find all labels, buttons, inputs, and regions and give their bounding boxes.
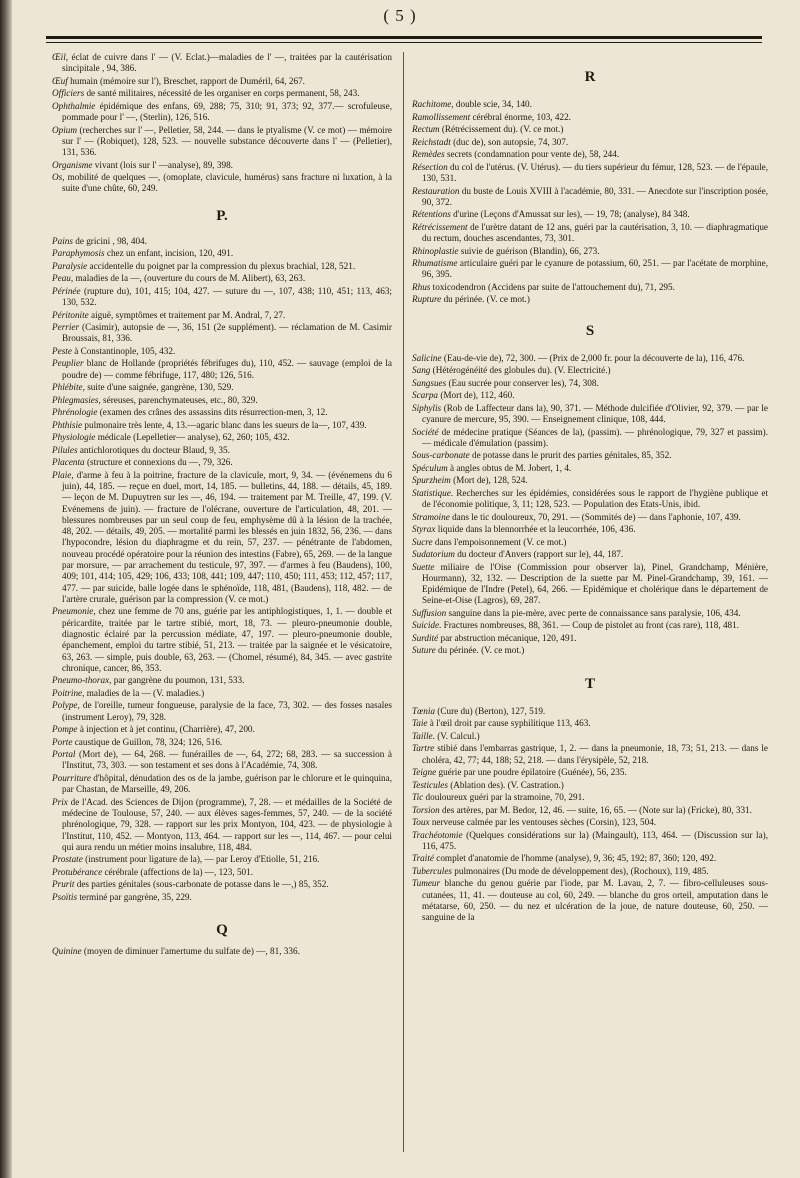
index-entry xyxy=(52,52,392,75)
entry-text: du col de l'utérus. (V. Utérus). — du tiers supérieur du fémur, 128, 523. — de l'épaule, 130, 531. xyxy=(422,161,768,184)
index-entry xyxy=(52,286,392,309)
entry-headword: Toux xyxy=(412,817,430,828)
entry-text: (Quelques considérations sur la) (Maingault), 113, 464. — (Discussion sur la), 116, 475. xyxy=(422,829,768,851)
entry-headword: Sangsues xyxy=(412,377,447,388)
entry-text: vivant (lois sur l' —analyse), 89, 398. xyxy=(92,159,233,170)
entry-headword: Reichstadt xyxy=(412,136,451,147)
entry-headword: Torsion xyxy=(412,804,440,815)
index-entry xyxy=(52,76,392,87)
entry-headword: Rétentions xyxy=(412,209,451,220)
entry-headword: Pains xyxy=(52,235,73,246)
section-t xyxy=(412,706,768,924)
index-entry xyxy=(412,718,768,729)
entry-text: cérébrale (affections de la) —, 123, 501. xyxy=(102,866,254,877)
index-entry xyxy=(52,445,392,456)
entry-text: des artères, par M. Bedor, 12, 46. — suite, 16, 65. — (Note sur la) (Fricke), 80, 331. xyxy=(439,804,752,815)
entry-headword: Œuf xyxy=(52,75,68,86)
entry-text: par abstruction mécanique, 120, 491. xyxy=(438,632,577,643)
entry-headword: Périnée xyxy=(52,285,81,296)
entry-headword: Spurzheim xyxy=(412,475,451,486)
index-entry xyxy=(52,700,392,723)
entry-text: du docteur d'Anvers (rapport sur le), 44, 187. xyxy=(454,549,624,560)
entry-headword: Officiers xyxy=(52,88,85,99)
entry-headword: Peau xyxy=(52,273,71,284)
entry-text: (Mort de), 128, 524. xyxy=(450,475,528,486)
entry-text: dans l'empoisonnement (V. ce mot.) xyxy=(432,536,567,547)
section-heading-p: P. xyxy=(216,207,228,224)
index-entry xyxy=(412,878,768,923)
entry-text: de santé militaires, nécessité de les organiser en corps permanent, 58, 243. xyxy=(84,88,360,99)
entry-headword: Remèdes xyxy=(412,149,445,160)
entry-text: nerveuse calmée par les ventouses sèches (Corsin), 123, 504. xyxy=(429,817,657,828)
index-entry xyxy=(52,248,392,259)
index-entry xyxy=(412,792,768,803)
entry-text: de l'urètre datant de 12 ans, guéri par la cautérisation, 3, 10. — diaphragmatique du rectum, douches ascendantes, 73, 301. xyxy=(422,221,768,244)
index-entry xyxy=(412,853,768,864)
index-entry xyxy=(52,101,392,124)
right-column xyxy=(412,52,768,925)
index-entry xyxy=(52,892,392,903)
index-entry xyxy=(412,427,768,450)
entry-text: dans le tic douloureux, 70, 291. — (Sommités de) — dans l'aphonie, 107, 439. xyxy=(449,511,741,522)
entry-text: pulmonaires (Du mode de développement des), (Rochoux), 119, 485. xyxy=(451,865,709,876)
index-entry xyxy=(412,633,768,644)
entry-text: médicale (Lepelletier— analyse), 62, 260; 105, 432. xyxy=(95,432,290,443)
entry-headword: Organisme xyxy=(52,159,93,170)
index-entry xyxy=(412,390,768,401)
section-heading-q: Q xyxy=(216,922,228,939)
entry-text: à angles obtus de M. Jobert, 1, 4. xyxy=(447,462,572,473)
entry-headword: Société xyxy=(412,426,439,437)
entry-text: secrets (condamnation pour vente de), 58, 244. xyxy=(444,149,620,160)
index-entry xyxy=(52,724,392,735)
entry-text: . (V. Calcul.) xyxy=(432,730,480,741)
entry-text: cérébral énorme, 103, 422. xyxy=(470,111,571,122)
entry-text: articulaire guéri par le cyanure de potassium, 60, 251. — par l'acétate de morphine, 96, 395. xyxy=(422,258,768,280)
entry-text: à Constantinople, 105, 432. xyxy=(71,345,176,356)
index-entry xyxy=(52,88,392,99)
entry-text: miliaire de l'Oise (Commission pour observer la), Pinel, Grandchamp, Ménière, Hourmann), 32, 132. — Description de la suette par M. Pinel-Grandchamp, 39, 161. — Epidémique de l'Indre (Petel), 64, 266. — Epidémique et cholérique dans le département de Seine-et-Oise (Lagros), 69, 287. xyxy=(422,561,768,606)
entry-text: terminé par gangrène, 35, 229. xyxy=(77,891,192,902)
index-entry xyxy=(412,743,768,766)
entry-text: , par gangrène du poumon, 131, 533. xyxy=(109,675,245,686)
entry-text: (examen des crânes des assassins dits résurrection-men, 3, 12. xyxy=(97,407,328,418)
entry-headword: Quinine xyxy=(52,946,82,957)
entry-headword: Salicine xyxy=(412,352,442,363)
entry-headword: Physiologie xyxy=(52,432,96,443)
entry-text: (Eau-de-vie de), 72, 300. — (Prix de 2,000 fr. pour la découverte de la), 116, 476. xyxy=(441,352,745,363)
index-entry xyxy=(52,382,392,393)
index-entry xyxy=(52,879,392,890)
entry-text: , séreuses, parenchymateuses, etc., 80, 329. xyxy=(98,394,258,405)
entry-text: aiguë, symptômes et traitement par M. Andral, 7, 27. xyxy=(88,309,286,320)
index-entry xyxy=(52,236,392,247)
entry-text: de potasse dans le prurit des parties génitales, 85, 352. xyxy=(469,450,672,461)
entry-headword: Sous-carbonate xyxy=(412,450,470,461)
index-entry xyxy=(52,797,392,853)
entry-headword: Péritonite xyxy=(52,309,89,320)
entry-headword: Teigne xyxy=(412,767,437,778)
entry-headword: Surdité xyxy=(412,632,439,643)
entry-headword: Styrax xyxy=(412,524,436,535)
entry-text: pulmonaire très lente, 4, 13.—agaric blanc dans les sueurs de la—, 107, 439. xyxy=(82,419,367,430)
section-heading-t: T xyxy=(584,675,595,692)
entry-text: blanc de Hollande (propriétés fébrifuges du), 110, 452. — sauvage (emploi de la poudre de) — comme fébrifuge, 117, 480; 126, 516. xyxy=(62,358,392,380)
entry-text: , maladies de la —, (ouverture du cours de M. Alibert), 63, 263. xyxy=(70,273,306,284)
index-entry xyxy=(52,867,392,878)
entry-text: de gricini , 98, 404. xyxy=(72,235,147,246)
index-entry xyxy=(52,310,392,321)
entry-text: (Eau sucrée pour conserver les), 74, 308. xyxy=(446,377,599,388)
index-entry xyxy=(412,731,768,742)
entry-text: caustique de Guillon, 78, 324; 126, 516. xyxy=(72,736,223,747)
entry-text: , de l'oreille, tumeur fongueuse, paralysie de la face, 73, 302. — des fosses nasales (instrument Leroy), 79, 328. xyxy=(62,700,392,722)
section-p xyxy=(52,236,392,903)
entry-headword: Œil xyxy=(52,52,66,62)
entry-headword: Tic xyxy=(412,792,424,803)
index-entry xyxy=(412,186,768,209)
entry-text: (duc de), son autopsie, 74, 307. xyxy=(450,136,569,147)
entry-text: (Rob de Laffecteur dans la), 90, 371. — Méthode dulcifiée d'Olivier, 92, 379. — par le cyanure de mercure, 95, 390. — Enseignement clinique, 108, 444. xyxy=(422,402,768,425)
entry-text: (Rétrécissement du). (V. ce mot.) xyxy=(439,124,564,135)
index-entry xyxy=(412,537,768,548)
entry-headword: Suicide xyxy=(412,620,440,631)
entry-text: du périnée. (V. ce mot.) xyxy=(435,645,525,656)
entry-headword: Sang xyxy=(412,365,431,376)
index-entry xyxy=(412,209,768,220)
entry-headword: Prurit xyxy=(52,879,75,890)
index-entry xyxy=(52,854,392,865)
index-entry xyxy=(412,162,768,185)
index-entry xyxy=(412,137,768,148)
entry-headword: Phthisie xyxy=(52,419,83,430)
index-entry xyxy=(412,562,768,607)
index-entry xyxy=(52,125,392,159)
entry-headword: Pneumo-thorax xyxy=(52,675,110,686)
entry-text: , éclat de cuivre dans l' — (V. Eclat.)—maladies de l' —, traitées par la cautérisation sincipitale , 94, 386. xyxy=(62,52,392,74)
index-entry xyxy=(52,675,392,686)
entry-text: , d'arme à feu à la poitrine, fracture de la clavicule, mort, 9, 34. — (événemens du 6 juin), 44, 185. — reçue en duel, mort, 14, 185. — bulletins, 44, 188. — détails, 45, 189. — leçon de M. Dupuytren sur les —, 46, 194. — traitement par M. Treille, 47, 199. (V. Evénemens de juin). — fracture de l'olécrane, ouverture de l'articulation, 48, 201. — blessures nombreuses par un seul coup de feu, emphysème dû à la lésion de la trachée, 48, 202. — détails, 49, 205. — mortalité parmi les blessés en juin 1832, 56, 236. — dans l'hypocondre, lésion du diaphragme et du rein, 57, 237. — pénétrante de l'abdomen, nouveau procédé opératoire pour la réunion des intestins (Fabre), 65, 269. — de la langue par morsure, — par arrachement du testicule, 97, 397. — d'armes à feu (Baudens), 100, 409; 101, 414; 105, 429; 106, 433; 108, 441; 109, 447; 110, 450; 111, 453; 112, 457; 117, 477. — par suicide, balle logée dans le sphénoïde, 118, 481, (Baudens), 118, 482. — de l'artère crurale, guérison par la compression (V. ce mot.) xyxy=(62,469,392,604)
entry-text: chez un enfant, incision, 120, 491. xyxy=(104,248,234,259)
entry-headword: Prostate xyxy=(52,854,83,865)
index-entry xyxy=(52,358,392,381)
index-entry xyxy=(412,463,768,474)
entry-headword: Protubérance xyxy=(52,866,103,877)
entry-headword: Sucre xyxy=(412,536,433,547)
section-r xyxy=(412,99,768,305)
entry-headword: Tœnia xyxy=(412,705,435,716)
entry-headword: Pompe xyxy=(52,724,78,735)
entry-headword: Rupture xyxy=(412,294,442,305)
entry-text: douloureux guéri par la stramoine, 70, 291. xyxy=(423,792,585,803)
index-entry xyxy=(412,645,768,656)
entry-text: (Mort de), — 64, 268. — funérailles de —, 64, 272; 68, 283. — sa succession à l'Institut, 73, 303. — son testament et ses dons à l'Académie, 74, 308. xyxy=(62,749,392,771)
entry-headword: Testicules xyxy=(412,779,448,790)
header-rule-thick xyxy=(46,36,762,39)
entry-text: (recherches sur l' —, Pelletier, 58, 244. — dans le ptyalisme (V. ce mot) — mémoire sur l' — (Robiquet), 128, 523. — nouvelle substance découverte dans l' — (Pelletier), 131, 536. xyxy=(62,124,392,158)
entry-headword: Paralysie xyxy=(52,260,88,271)
entry-text: à l'œil droit par cause syphilitique 113, 463. xyxy=(427,718,591,729)
index-entry xyxy=(412,149,768,160)
entry-headword: Ramollissement xyxy=(412,111,471,122)
entry-headword: Statistique xyxy=(412,487,451,498)
entry-headword: Suffusion xyxy=(412,607,447,618)
index-entry xyxy=(412,767,768,778)
entry-headword: Sudatorium xyxy=(412,549,455,560)
entry-headword: Ophthalmie xyxy=(52,100,96,111)
entry-text: guérie par une poudre épilatoire (Guénée), 56, 235. xyxy=(436,767,627,778)
entry-headword: Siphylis xyxy=(412,402,442,413)
entry-headword: Taille xyxy=(412,730,433,741)
index-entry xyxy=(412,780,768,791)
entry-headword: Trachéotomie xyxy=(412,829,463,840)
entry-headword: Phlébite xyxy=(52,382,83,393)
entry-text: (Mort de), 112, 460. xyxy=(438,390,515,401)
entry-text: (Cure du) (Berton), 127, 519. xyxy=(434,705,546,716)
index-entry xyxy=(52,395,392,406)
entry-headword: Rétrécissement xyxy=(412,221,468,232)
entry-headword: Restauration xyxy=(412,185,460,196)
entry-headword: Phlegmasies xyxy=(52,394,99,405)
entry-text: du périnée. (V. ce mot.) xyxy=(441,294,530,305)
entry-text: toxicodendron (Accidens par suite de l'attouchement du), 71, 295. xyxy=(430,281,675,292)
entry-headword: Placenta xyxy=(52,457,85,468)
entry-text: complet d'anatomie de l'homme (analyse), 9, 36; 45, 192; 87, 360; 120, 492. xyxy=(433,853,717,864)
section-heading-s: S xyxy=(585,322,595,339)
index-entry xyxy=(52,606,392,674)
entry-text: à injection et à jet continu, (Charrière), 47, 200. xyxy=(77,724,255,735)
entry-headword: Psoïtis xyxy=(52,891,78,902)
entry-headword: Spéculum xyxy=(412,462,448,473)
entry-headword: Pourriture xyxy=(52,772,91,783)
index-entry xyxy=(52,420,392,431)
entry-headword: Rachitome xyxy=(412,99,452,110)
entry-headword: Opium xyxy=(52,124,78,135)
index-entry xyxy=(412,830,768,853)
entry-text: , maladies de la — (V. maladies.) xyxy=(82,687,205,698)
entry-headword: Pneumonie xyxy=(52,606,94,617)
entry-headword: Perrier xyxy=(52,322,80,333)
index-entry xyxy=(412,817,768,828)
index-entry xyxy=(52,273,392,284)
entry-text: , double scie, 34, 140. xyxy=(451,99,532,110)
index-entry xyxy=(412,258,768,281)
entry-headword: Peste xyxy=(52,345,72,356)
entry-text: épidémique des enfans, 69, 288; 75, 310; 91, 373; 92, 377.— scrofuleuse, pommade pour l' —, (Sterlin), 126, 516. xyxy=(62,100,392,123)
index-entry xyxy=(412,246,768,257)
index-entry xyxy=(412,222,768,245)
entry-text: suivie de guérison (Blandin), 66, 273. xyxy=(458,245,600,256)
index-entry xyxy=(412,706,768,717)
index-entry xyxy=(412,524,768,535)
page-number: ( 5 ) xyxy=(383,6,417,25)
entry-headword: Résection xyxy=(412,161,448,172)
entry-headword: Scarpa xyxy=(412,390,439,401)
entry-headword: Tumeur xyxy=(412,878,441,889)
index-entry xyxy=(412,124,768,135)
entry-text: (Casimir), autopsie de —, 36, 151 (2e supplément). — réclamation de M. Casimir Broussais, 81, 336. xyxy=(62,322,392,344)
entry-headword: Porte xyxy=(52,736,73,747)
header-rule-thin xyxy=(46,42,762,43)
entry-text: du buste de Louis XVIII à l'académie, 80, 331. — Anecdote sur l'inscription posée, 90, 372. xyxy=(422,185,768,207)
index-entry xyxy=(52,346,392,357)
index-entry xyxy=(412,353,768,364)
entry-headword: Poitrine xyxy=(52,687,83,698)
entry-text: . Recherches sur les épidémies, considérées sous le rapport de l'hygiène publique et de l'économie politique, 3, 11; 128, 523. — Population des Etats-Unis, ibid. xyxy=(422,487,768,510)
left-column xyxy=(52,52,392,959)
index-entry xyxy=(52,172,392,195)
index-entry xyxy=(412,365,768,376)
section-q xyxy=(52,946,392,957)
entry-headword: Paraphymosis xyxy=(52,248,105,259)
entry-text: des parties génitales (sous-carbonate de potasse dans le —,) 85, 352. xyxy=(74,879,329,890)
index-entry xyxy=(412,450,768,461)
index-entry xyxy=(52,160,392,171)
entry-text: accidentelle du poignet par la compression du plexus brachial, 128, 521. xyxy=(87,260,356,271)
entry-text: (rupture du), 101, 415; 104, 427. — suture du —, 107, 438; 110, 451; 113, 463; 130, 532. xyxy=(62,285,392,308)
index-entry xyxy=(412,294,768,305)
index-entry xyxy=(52,322,392,345)
index-entry xyxy=(52,432,392,443)
entry-headword: Tubercules xyxy=(412,865,452,876)
index-entry xyxy=(412,378,768,389)
index-entry xyxy=(52,688,392,699)
index-entry xyxy=(412,512,768,523)
index-entry xyxy=(412,475,768,486)
index-entry xyxy=(412,549,768,560)
index-entry xyxy=(52,737,392,748)
entry-text: d'hôpital, dénudation des os de la jambe, guérison par le chlorure et le quinquina, par Chastan, de Marseille, 49, 206. xyxy=(62,772,392,795)
entry-text: sanguine dans la pie-mère, avec perte de connaissance sans paralysie, 106, 434. xyxy=(446,607,741,618)
entry-headword: Suette xyxy=(412,561,435,572)
index-entry xyxy=(52,261,392,272)
entry-text: (structure et connexions du —, 79, 326. xyxy=(84,457,233,468)
entry-text: blanche du genou guérie par l'iode, par M. Lavau, 2, 7. — fibro-celluleuses sous-cutanées, 11, 41. — douteuse au col, 60, 249. — blanche du gros orteil, amputation dans le métatarse, 60, 250. — du nez et ulcération de la joue, de nature douteuse, 60, 250. — sanguine de la xyxy=(422,878,768,923)
index-entry xyxy=(52,773,392,796)
entry-text: , mobilité de quelques —, (omoplate, clavicule, humérus) sans fracture ni luxation, à la suite d'une chûte, 60, 249. xyxy=(62,172,392,194)
index-entry xyxy=(412,282,768,293)
entry-headword: Rhumatisme xyxy=(412,258,458,269)
index-entry xyxy=(52,407,392,418)
entry-headword: Phrénologie xyxy=(52,407,98,418)
section-heading-r: R xyxy=(584,69,596,85)
entry-text: d'urine (Leçons d'Amussat sur les), — 19, 78; (analyse), 84 348. xyxy=(450,209,690,220)
entry-text: , chez une femme de 70 ans, guérie par les antiphlogistiques, 1, 1. — double et péricardite, traitée par le tartre stibié, mort, 18, 73. — pleuro-pneumonie double, diagnostic éclairé par la percussion médiate, 47, 197. — pleuro-pneumonie double, épanchement, emploi du tartre stibié, 51, 213. — traitée par la saignée et le vésicatoire, 63, 263. — simple, puis double, 63, 263. — (Chomel, résumé), 84, 345. — avec gastrite chronique, cancer, 86, 353. xyxy=(62,606,392,673)
entry-text: (Hétérogénéité des globules du). (V. Electricité.) xyxy=(430,365,611,376)
entry-headword: Prix xyxy=(52,796,68,807)
section-o xyxy=(52,52,392,195)
index-entry xyxy=(412,112,768,123)
entry-headword: Rhinoplastie xyxy=(412,245,459,256)
entry-text: de médecine pratique (Séances de la), (passim). — phrénologique, 79, 327 et passim). — médicale d'émulation (passim). xyxy=(422,426,768,448)
index-entry xyxy=(52,457,392,468)
entry-headword: Plaie xyxy=(52,469,72,480)
entry-text: (moyen de diminuer l'amertume du sulfate de) —, 81, 336. xyxy=(81,946,300,957)
entry-text: (Ablation des). (V. Castration.) xyxy=(447,779,564,790)
column-separator xyxy=(403,52,404,1152)
entry-headword: Os xyxy=(52,172,63,183)
entry-headword: Portal xyxy=(52,749,76,760)
entry-headword: Pilules xyxy=(52,444,78,455)
entry-text: (instrument pour ligature de la), — par Leroy d'Etiolle, 51, 216. xyxy=(82,854,320,865)
section-s xyxy=(412,353,768,657)
index-entry xyxy=(412,805,768,816)
entry-headword: Traité xyxy=(412,853,434,864)
entry-text: de l'Acad. des Sciences de Dijon (programme), 7, 28. — et médailles de la Société de médecine de Toulouse, 57, 240. — aux élèves sages-femmes, 57, 240. — de la société phrénologique, 79, 328. — rapport sur les prix Montyon, 104, 423. — de physiologie à l'Institut, 110, 452. — Montyon, 113, 464. — rapport sur les —, 114, 467. — pour celui qui aura rendu un métier moins insalubre, 118, 484. xyxy=(62,796,392,852)
entry-headword: Tartre xyxy=(412,743,435,754)
index-entry xyxy=(412,620,768,631)
entry-text: antichlorotiques du docteur Blaud, 9, 35. xyxy=(77,444,230,455)
entry-text: stibié dans l'embarras gastrique, 1, 2. — dans la pneumonie, 18, 73; 51, 213. — dans le choléra, 42, 77; 44, 188; 52, 218. — dans l'érysipèle, 52, 218. xyxy=(422,743,768,765)
entry-text: . Fractures nombreuses, 88, 361. — Coup de pistolet au front (cas rare), 118, 481. xyxy=(439,620,740,631)
entry-headword: Rectum xyxy=(412,124,440,135)
entry-headword: Rhus xyxy=(412,281,431,292)
index-entry xyxy=(412,403,768,426)
entry-headword: Stramoine xyxy=(412,511,450,522)
entry-headword: Suture xyxy=(412,645,436,656)
entry-headword: Peuplier xyxy=(52,358,84,369)
entry-text: liquide dans la blennorrhée et la leucorrhée, 106, 436. xyxy=(435,524,636,535)
entry-text: , suite d'une saignée, gangrène, 130, 529. xyxy=(82,382,234,393)
index-entry xyxy=(412,99,768,110)
index-entry xyxy=(52,749,392,772)
index-entry xyxy=(52,470,392,606)
entry-headword: Taie xyxy=(412,718,428,729)
entry-text: humain (mémoire sur l'), Breschet, rapport de Duméril, 64, 267. xyxy=(67,75,305,86)
index-entry xyxy=(412,608,768,619)
entry-headword: Polype xyxy=(52,700,78,711)
index-entry xyxy=(412,866,768,877)
binding-edge xyxy=(0,0,12,1178)
index-entry xyxy=(52,946,392,957)
index-entry xyxy=(412,488,768,511)
